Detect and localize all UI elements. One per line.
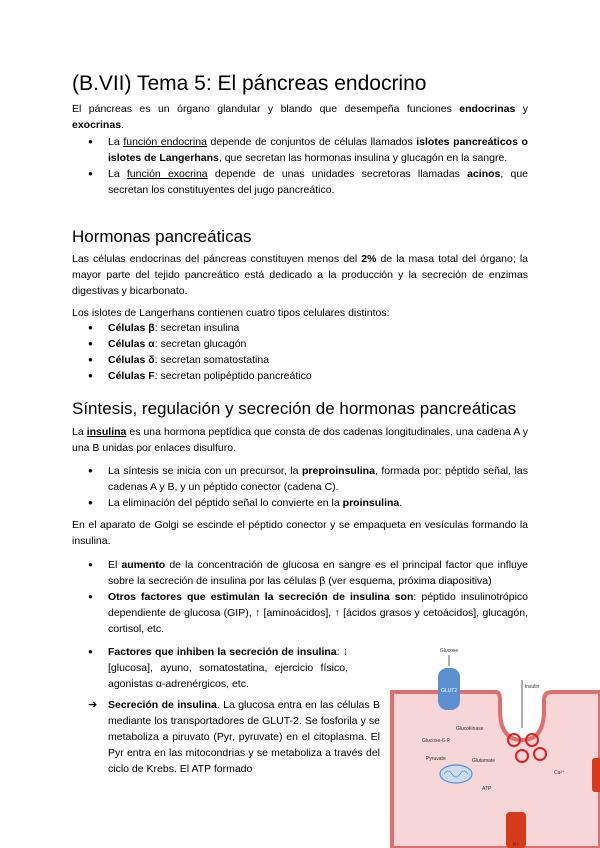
- potassium-label: K⁺: [513, 842, 519, 848]
- beta-cell-diagram: [386, 640, 600, 848]
- sintesis-bullet-list: [72, 463, 528, 511]
- bold-term: Factores que inhiben la secreción de insulina: [108, 646, 337, 658]
- calcium-label: Ca²⁺: [554, 770, 565, 776]
- cell-name: Células F: [108, 370, 155, 382]
- text: depende de conjuntos de células llamados: [206, 136, 417, 148]
- atp-label: ATP: [482, 786, 492, 792]
- cell-desc: : secretan somatostatina: [154, 354, 270, 366]
- text: Las células endocrinas del páncreas constituyen menos del: [72, 253, 362, 265]
- section-heading-hormonas: Hormonas pancreáticas: [72, 227, 252, 246]
- text: La síntesis se inicia con un precursor, la: [108, 465, 302, 477]
- text: : péptido insulinotrópico dependiente de glucosa (GIP), ↑ [aminoácidos], ↑ [ácidos grasos y cetoácidos], glucagón, cortisol, etc.: [108, 591, 528, 635]
- text: El: [108, 559, 122, 571]
- text: , formada por: péptido señal, las cadenas A y B, y un péptido conector (cadena C).: [108, 465, 528, 493]
- pyruvate-label: Pyruvate: [426, 756, 446, 762]
- bold-term: aumento: [121, 559, 166, 571]
- intro-paragraph: [72, 101, 528, 133]
- glutamate-label: Glutamate: [472, 758, 496, 764]
- underlined-term: insulina: [86, 426, 127, 438]
- underlined-term: función endocrina: [123, 136, 207, 148]
- cell-membrane: [392, 692, 600, 848]
- glucose-label: Glucose: [439, 648, 459, 654]
- list-item: [72, 166, 528, 198]
- inhiben-bullet-list: [72, 644, 348, 692]
- underlined-term: función exocrina: [126, 168, 208, 180]
- list-item: [72, 644, 348, 692]
- bold-term: acinos: [467, 168, 501, 180]
- islotes-paragraph: Los islotes de Langerhans contienen cuatro tipos celulares distintos:: [72, 307, 390, 319]
- text: , que secretan las hormonas insulina y glucagón en la sangre.: [218, 152, 508, 164]
- section-heading-sintesis: Síntesis, regulación y secreción de hormonas pancreáticas: [72, 399, 517, 418]
- intro-bullet-list: [72, 134, 528, 198]
- secrecion-arrow-list: [72, 697, 380, 777]
- calcium-channel-icon: [592, 758, 600, 792]
- text: . La glucosa entra en las células B mediante los transportadores de GLUT-2. Se fosforila y se metaboliza a piruvato (Pyr, pyruvate) en el citoplasma. El Pyr entra en las mitocondrias y se metaboliza a través del ciclo de Krebs. El ATP formado: [108, 699, 381, 775]
- intro-text: .: [121, 119, 124, 131]
- text: La eliminación del péptido señal lo convierte en la: [108, 497, 343, 509]
- list-item: [72, 589, 528, 637]
- bold-term: Otros factores que estimulan la secreción de insulina son: [108, 591, 414, 603]
- cell-type-list: [72, 320, 528, 384]
- text: depende de unas unidades secretoras llamadas: [207, 168, 468, 180]
- list-item: [72, 557, 528, 589]
- intro-text: El páncreas es un órgano glandular y blando que desempeña funciones: [72, 103, 460, 115]
- list-item: [72, 697, 380, 777]
- intro-bold-endocrinas: endocrinas: [459, 103, 516, 115]
- cell-name: Células β: [108, 322, 155, 334]
- list-item: [72, 495, 528, 511]
- cell-name: Células α: [108, 338, 155, 350]
- text: de la masa total del órgano; la mayor parte del tejido pancreático está dedicado a la producción y la secreción de enzimas digestivas y bicarbonato.: [72, 253, 528, 297]
- golgi-paragraph: En el aparato de Golgi se escinde el péptido conector y se empaqueta en vesículas formando la insulina.: [72, 519, 528, 547]
- text: La: [108, 136, 124, 148]
- list-item: [72, 463, 528, 495]
- glucose6p-label: Glucose-6-P: [422, 738, 450, 744]
- text: de la concentración de glucosa en sangre es el principal factor que influye sobre la secreción de insulina por las células β (ver esquema, próxima diapositiva): [108, 559, 528, 587]
- cell-name: Células δ: [108, 354, 155, 366]
- cell-desc: : secretan insulina: [154, 322, 240, 334]
- bold-term: proinsulina: [342, 497, 400, 509]
- text: , que secretan los constituyentes del jugo pancreático.: [108, 168, 529, 196]
- bold-term: 2%: [361, 253, 377, 265]
- text: La: [72, 426, 87, 438]
- insulin-label: Insulin: [524, 684, 540, 690]
- page-title: (B.VII) Tema 5: El páncreas endocrino: [72, 72, 427, 95]
- list-item: [72, 320, 528, 336]
- cell-desc: : secretan glucagón: [154, 338, 247, 350]
- list-item: [72, 336, 528, 352]
- text: La: [108, 168, 127, 180]
- hormonas-paragraph: [72, 251, 528, 299]
- bold-term: Secreción de insulina: [108, 699, 217, 711]
- bold-term: islotes pancreáticos o islotes de Langerhans: [108, 136, 528, 164]
- intro-text: y: [515, 103, 528, 115]
- glut2-label: GLUT2: [440, 688, 458, 694]
- list-item: [72, 134, 528, 166]
- insulina-paragraph: [72, 424, 528, 456]
- glucokinase-label: Glucokinase: [456, 726, 484, 732]
- factores-bullet-list: [72, 557, 528, 637]
- text: : ↓ [glucosa], ayuno, somatostatina, ejercicio físico, agonistas α-adrenérgicos, etc.: [108, 646, 348, 690]
- bold-term: preproinsulina: [301, 465, 375, 477]
- intro-bold-exocrinas: exocrinas: [72, 119, 122, 131]
- text: es una hormona peptídica que consta de dos cadenas longitudinales, una cadena A y una B unidas por enlaces disulfuro.: [72, 426, 528, 454]
- text: .: [399, 497, 403, 509]
- list-item: [72, 352, 528, 368]
- mitochondrion-icon: [440, 765, 472, 783]
- cell-desc: : secretan polipéptido pancreático: [154, 370, 312, 382]
- list-item: [72, 368, 528, 384]
